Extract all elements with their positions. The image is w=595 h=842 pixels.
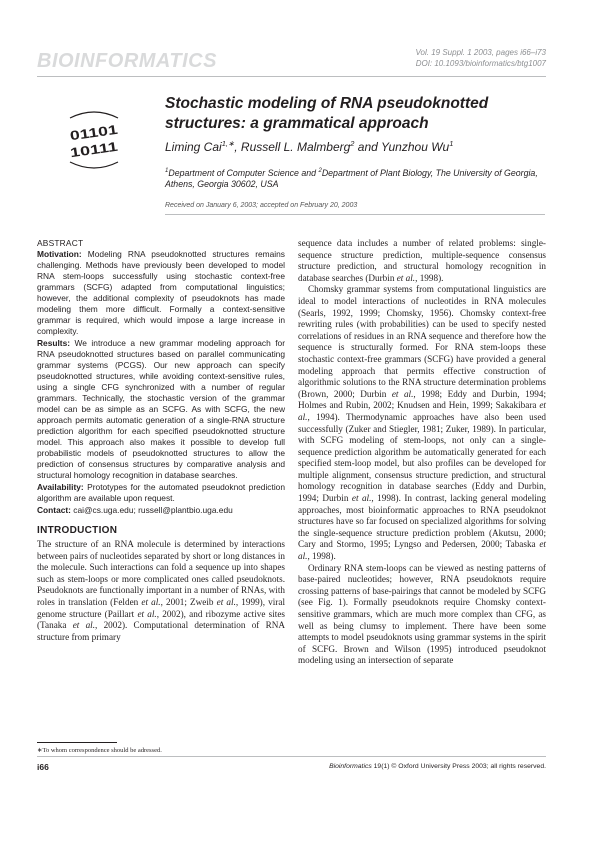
footer-citation: [300, 763, 546, 770]
motivation-text: Modeling RNA pseudoknotted structures remains challenging. Methods have previously been developed to model RNA stem-loops successfully using stochastic context-free grammars (SCFG) adapted from computational linguistics; however, the additional complexity of pseudoknots has made modeling them more difficult. Formally a context-sensitive grammar is required, which would impose a large increase in complexity.: [37, 249, 285, 336]
page-number: i66: [37, 762, 49, 772]
text-run: sequence data includes a number of related problems: single-sequence structure prediction, multiple-sequence consensus structure prediction, and structural homology recognition in database searches (Durbin: [298, 238, 546, 283]
affiliation-text: Department of Plant Biology, The University of Georgia, Athens, Georgia 30602, USA: [165, 167, 538, 190]
text-run: , 1998).: [307, 551, 336, 562]
volume-line: Vol. 19 Suppl. 1 2003, pages i66–i73: [415, 48, 546, 57]
author-affiliation-mark: 2: [350, 139, 355, 148]
abstract-contact: [37, 505, 285, 516]
affiliation-mark: 2: [318, 168, 322, 174]
affiliation-text: Department of Computer Science and: [168, 167, 319, 178]
footnote-rule: [37, 742, 117, 743]
author-separator: and: [354, 140, 381, 154]
abstract-results: [37, 338, 285, 481]
availability-label: Availability:: [37, 482, 84, 492]
emblem-row-2: 10111: [69, 140, 106, 161]
body-paragraph: [298, 238, 546, 284]
correspondence-footnote: ∗To whom correspondence should be adressed.: [37, 747, 162, 754]
journal-logo: BIOINFORMATICS: [37, 50, 217, 72]
introduction-paragraph: [37, 539, 285, 643]
text-run: , 1998). In contrast, lacking general modeling approaches, most bioinformatic approaches to RNA pseudoknot structures have so far focused on specialized algorithms for solving the single-sequence structure prediction problem (Akutsu, 2000; Cary and Stormo, 1995; Lyngso and Pedersen, 2000; Tabaska: [298, 493, 546, 550]
text-run: , 2002). Computational determination of RNA structure from primary: [37, 620, 285, 642]
author-name: Yunzhou Wu: [380, 140, 450, 154]
author-separator: ,: [234, 140, 241, 154]
results-label: Results:: [37, 338, 71, 348]
contact-label: Contact:: [37, 505, 71, 515]
article-title: Stochastic modeling of RNA pseudoknotted structures: a grammatical approach: [165, 95, 489, 132]
body-paragraph: [298, 284, 546, 562]
etal: et al.: [351, 493, 372, 504]
right-column: [298, 238, 546, 667]
etal: et al.: [298, 400, 546, 422]
doi-line: DOI: 10.1093/bioinformatics/btg1007: [415, 58, 546, 68]
binary-dna-emblem-icon: [66, 110, 122, 170]
author-name: Liming Cai: [165, 140, 222, 154]
etal: et al.: [396, 272, 416, 283]
left-column: [37, 238, 285, 643]
received-dates: Received on January 6, 2003; accepted on February 20, 2003: [165, 202, 358, 209]
contact-text[interactable]: cai@cs.uga.edu; russell@plantbio.uga.edu: [73, 505, 233, 515]
text-run: Chomsky grammar systems from computational linguistics are ideal to model interactions of nucleotides in RNA molecules (Searls, 1992, 1999; Chomsky, 1956). Chomsky context-free rewriting rules (with probabilities) can be used to specify nested correlations of residues in an RNA sequence and therefore how the sequence is structurally formed. For RNA stem-loops these stochastic context-free grammars (SCFG) have provided a general modeling approach that permits effective construction of algorithmic solutions to the RNA structure determination problems (Brown, 2000; Durbin: [298, 284, 546, 399]
section-heading-introduction: INTRODUCTION: [37, 525, 118, 536]
emblem-row-1: 01101: [68, 123, 107, 144]
abstract-motivation: [37, 249, 285, 337]
author-name: Russell L. Malmberg: [240, 140, 351, 154]
etal: et al.: [298, 539, 546, 562]
etal: et al.: [141, 596, 161, 607]
results-text: We introduce a new grammar modeling approach for RNA pseudoknotted structures based on parallel communicating grammar systems (PCGS). Our new approach can specify pseudoknotted structures, while avoiding context-sensitive rules, using a single CFG synchronized with a number of regular grammars. Technically, the stochastic version of the grammar model can be as simple as an SCFG. As with SCFG, the new approach permits automatic generation of a single-RNA structure prediction algorithm for each specified pseudoknotted structure model. This approach also makes it possible to develop full probabilistic models of pseudoknotted structures to allow the prediction of consensus structures by comparative analysis and structural homology recognition in database searches.: [37, 338, 285, 480]
abstract-heading: ABSTRACT: [37, 238, 84, 248]
text-run: , 2001; Zweib: [160, 596, 217, 607]
text-run: , 2002), and ribozyme active sites (Tanaka: [37, 608, 285, 631]
motivation-label: Motivation:: [37, 249, 82, 259]
text-run: , 1999), viral genome structure (Paillart: [37, 596, 285, 619]
header-meta: [360, 48, 546, 69]
text-run: , 1998; Eddy and Durbin, 1994; Holmes and Rubin, 2002; Knudsen and Hein, 1999; Sakakibara: [298, 388, 547, 411]
text-run: , 1998).: [415, 272, 444, 283]
text-run: Ordinary RNA stem-loops can be viewed as nesting patterns of base-paired nucleotides; however, RNA pseudoknots require crossing patterns of base-pairings that cannot be modeled by SCFG (see Fig. 1). Formally pseudoknots require Chomsky context-sensitive grammars, which are much more complex than CFG, as well as being clumsy to implement. There have been some attempts to model pseudoknots using grammar systems in the spirit of SCFG. Brown and Wilson (1995) introduced pseudoknot modeling using an intersection of separate: [298, 562, 546, 666]
footer-citation-text: 19(1) © Oxford University Press 2003; all rights reserved.: [371, 763, 546, 770]
etal: et al.: [391, 388, 414, 399]
affiliation-mark: 1: [165, 168, 169, 174]
affiliation: [165, 166, 545, 191]
body-paragraph: [298, 563, 546, 667]
etal: et al.: [72, 620, 96, 631]
author-affiliation-mark: 1: [449, 139, 454, 148]
text-run: The structure of an RNA molecule is determined by interactions between pairs of nucleotides separated by short or long distances in the molecule. Such interactions can fold a sequence up into shapes such as stem-loops or more complicated ones called pseudoknots. Pseudoknots are functionally important in a number of RNAs, with roles in translation (Felden: [37, 539, 285, 607]
etal: et al.: [137, 608, 157, 619]
text-run: , 1994). Thermodynamic approaches have also been used successfully (Zuker and Stiegler, 1981; Zuker, 1989). In particular, with SCFG modeling of stem-loops, not only can a single-sequence prediction algorithm be automatically generated for each specified stem-loop model, but also profiles can be developed for multiple alignment, consensus structure prediction, and structural homology recognition in database searches (Eddy and Durbin, 1994; Durbin: [298, 411, 546, 504]
dates-rule: [165, 214, 545, 215]
author-list: [165, 139, 545, 154]
footer-journal-name: Bioinformatics: [329, 763, 372, 770]
availability-text: Prototypes for the automated pseudoknot prediction algorithm are available upon request.: [37, 482, 285, 503]
etal: et al.: [216, 596, 236, 607]
author-affiliation-mark: 1,∗: [221, 139, 235, 148]
header-rule: [37, 76, 546, 77]
footer-rule: [37, 756, 546, 757]
abstract-availability: [37, 482, 285, 504]
